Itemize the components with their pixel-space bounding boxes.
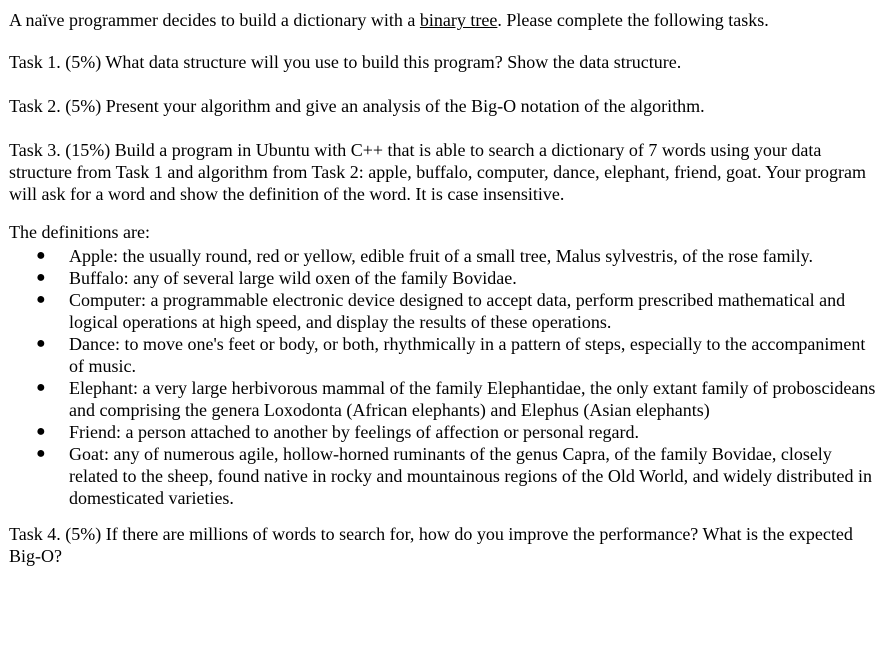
bullet-icon: ●	[36, 379, 46, 396]
definition-text: Apple: the usually round, red or yellow, edible fruit of a small tree, Malus sylvestris, of the rose family.	[69, 246, 813, 266]
bullet-icon: ●	[36, 335, 46, 352]
definition-text: Buffalo: any of several large wild oxen of the family Bovidae.	[69, 268, 517, 288]
definitions-heading: The definitions are:	[9, 222, 150, 242]
bullet-icon: ●	[36, 291, 46, 308]
definition-text: Dance: to move one's feet or body, or both, rhythmically in a pattern of steps, especially to the accompaniment of music.	[69, 334, 866, 376]
task-2-paragraph: Task 2. (5%) Present your algorithm and give an analysis of the Big-O notation of the algorithm.	[9, 96, 705, 116]
definitions-list	[9, 245, 879, 509]
definition-text: Friend: a person attached to another by feelings of affection or personal regard.	[69, 422, 639, 442]
intro-underlined-term: binary tree	[419, 10, 498, 30]
task-1-paragraph: Task 1. (5%) What data structure will you use to build this program? Show the data structure.	[9, 52, 682, 72]
definition-item-apple	[9, 245, 879, 267]
bullet-icon: ●	[36, 423, 46, 440]
definition-item-elephant	[9, 377, 879, 421]
definition-text: Goat: any of numerous agile, hollow-horned ruminants of the genus Capra, of the family Bovidae, closely related to the sheep, found native in rocky and mountainous regions of the Old World, and widely distributed in domesticated varieties.	[69, 444, 873, 508]
definition-item-goat	[9, 443, 879, 509]
definition-item-buffalo	[9, 267, 879, 289]
intro-text-after: . Please complete the following tasks.	[497, 10, 769, 30]
bullet-icon: ●	[36, 445, 46, 462]
definition-item-computer	[9, 289, 879, 333]
definition-text: Computer: a programmable electronic device designed to accept data, perform prescribed mathematical and logical operations at high speed, and display the results of these operations.	[69, 290, 846, 332]
definition-item-friend	[9, 421, 879, 443]
bullet-icon: ●	[36, 247, 46, 264]
definition-item-dance	[9, 333, 879, 377]
intro-text-before: A naïve programmer decides to build a dictionary with a	[9, 10, 420, 30]
task-3-paragraph: Task 3. (15%) Build a program in Ubuntu with C++ that is able to search a dictionary of 7 words using your data structure from Task 1 and algorithm from Task 2: apple, buffalo, computer, dance, elephant, friend, goat. Your program will ask for a word and show the definition of the word. It is case insensitive.	[9, 140, 867, 204]
intro-paragraph	[9, 9, 879, 31]
task-4-paragraph: Task 4. (5%) If there are millions of words to search for, how do you improve the performance? What is the expected Big-O?	[9, 524, 853, 566]
definition-text: Elephant: a very large herbivorous mammal of the family Elephantidae, the only extant family of proboscideans and comprising the genera Loxodonta (African elephants) and Elephus (Asian elephants)	[69, 378, 876, 420]
bullet-icon: ●	[36, 269, 46, 286]
